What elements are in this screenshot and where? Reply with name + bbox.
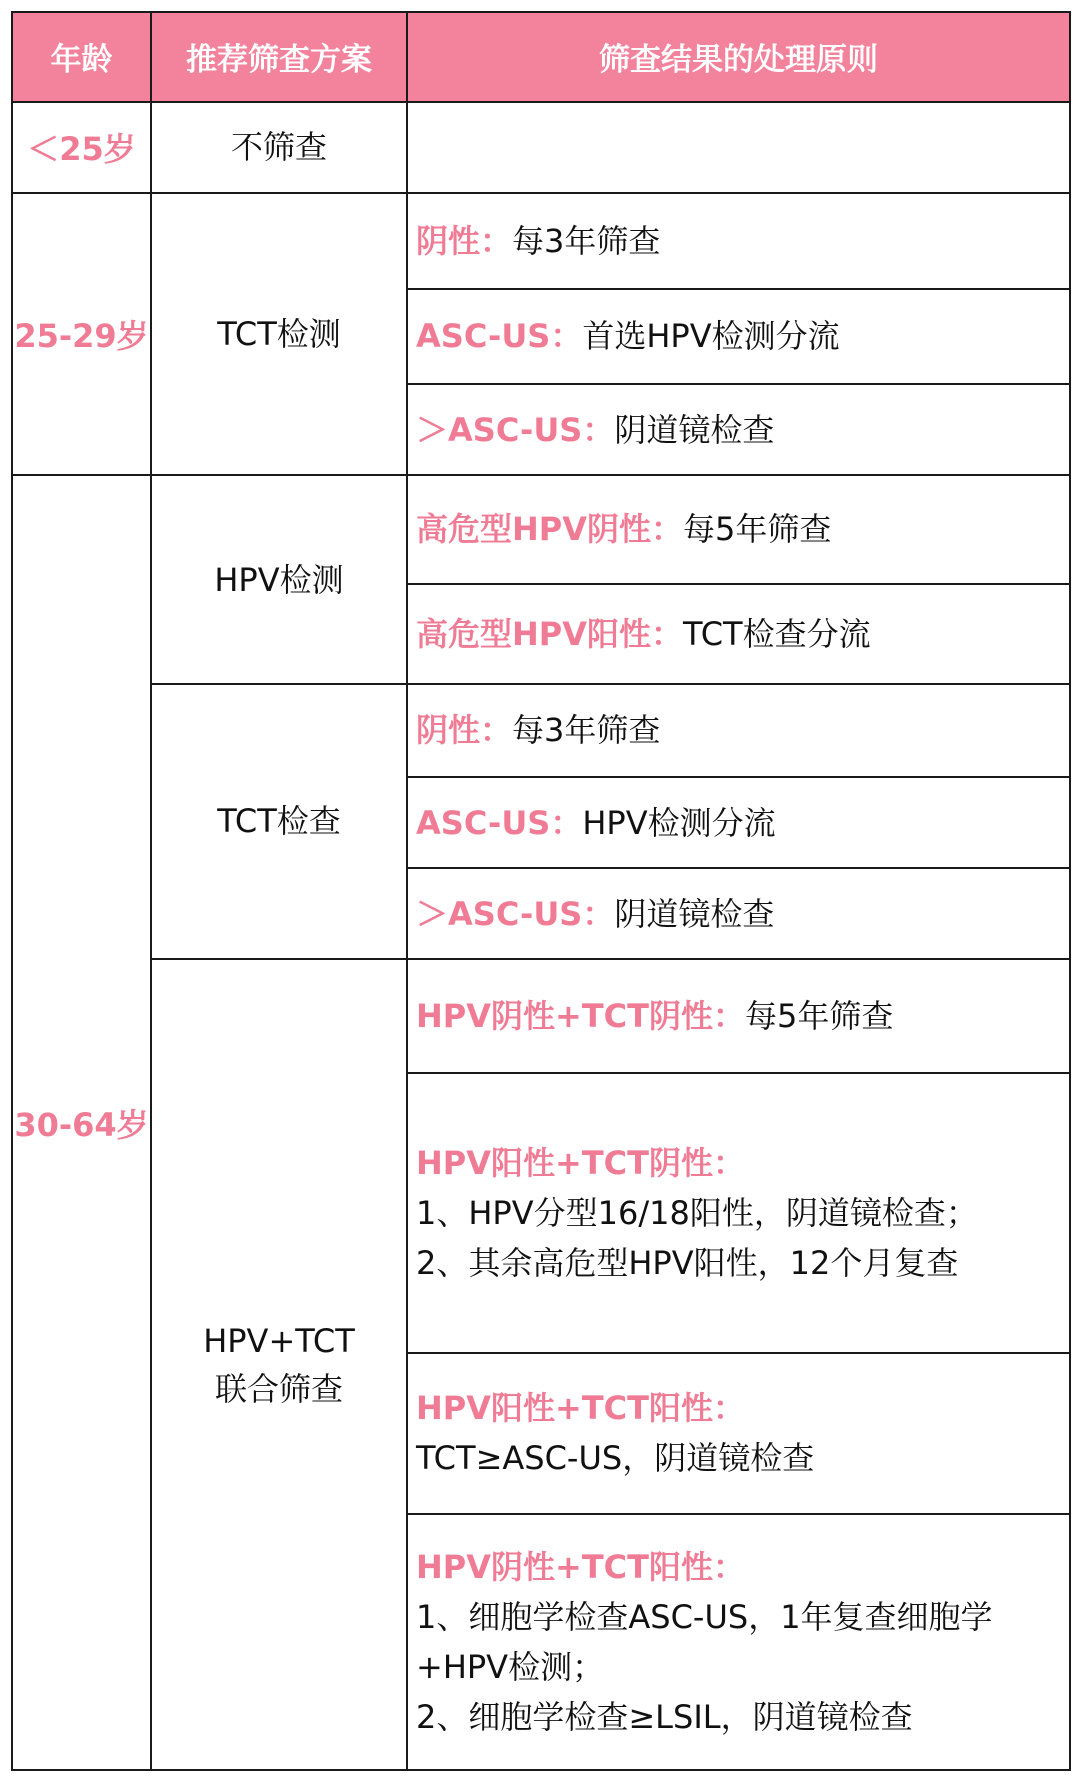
table-row [12, 475, 1070, 583]
result-label: HPV阳性+TCT阴性： [416, 1144, 745, 1183]
age-cell: 25-29岁 [12, 193, 151, 475]
result-label: HPV阴性+TCT阳性： [416, 1547, 745, 1586]
plan-cell: HPV检测 [151, 475, 407, 683]
plan-line: 联合筛查 [214, 1369, 343, 1408]
result-cell [407, 1353, 1070, 1514]
plan-cell: 不筛查 [151, 102, 407, 193]
result-text: 阴道镜检查 [614, 894, 775, 933]
result-line: 1、细胞学检查ASC-US，1年复查细胞学+HPV检测； [416, 1597, 993, 1686]
table-row [12, 102, 1070, 193]
result-line: 1、HPV分型16/18阳性，阴道镜检查； [416, 1194, 978, 1233]
result-cell-empty [407, 102, 1070, 193]
result-cell [407, 193, 1070, 289]
result-line: 2、其余高危型HPV阳性，12个月复查 [416, 1244, 959, 1283]
result-text: TCT检查分流 [683, 614, 871, 653]
result-label: ＞ASC-US： [416, 410, 615, 449]
result-cell [407, 384, 1070, 475]
result-label: 阴性： [416, 221, 513, 260]
table-row [12, 959, 1070, 1073]
result-text: 每3年筛查 [512, 711, 661, 750]
header-principle: 筛查结果的处理原则 [407, 12, 1070, 102]
screening-table [11, 11, 1071, 1771]
result-text: 每5年筛查 [744, 997, 894, 1036]
result-label: 高危型HPV阳性： [416, 614, 684, 653]
result-label: ASC-US： [416, 803, 583, 842]
result-label: ASC-US： [416, 317, 583, 356]
result-text: 每5年筛查 [683, 510, 832, 549]
result-cell [407, 959, 1070, 1073]
result-cell [407, 289, 1070, 385]
result-line: 2、细胞学检查≥LSIL，阴道镜检查 [416, 1697, 913, 1736]
result-label: HPV阳性+TCT阳性： [416, 1389, 745, 1428]
result-label: ＞ASC-US： [416, 894, 615, 933]
result-text: 阴道镜检查 [614, 410, 775, 449]
table-row [12, 684, 1070, 777]
result-label: HPV阴性+TCT阴性： [416, 997, 745, 1036]
result-cell [407, 684, 1070, 777]
result-text: 每3年筛查 [512, 221, 661, 260]
result-text: HPV检测分流 [582, 803, 776, 842]
result-cell [407, 1073, 1070, 1353]
plan-line: HPV+TCT [203, 1321, 355, 1360]
result-line: TCT≥ASC-US，阴道镜检查 [416, 1439, 815, 1478]
result-cell [407, 584, 1070, 684]
age-cell: 30-64岁 [12, 475, 151, 1770]
plan-cell: TCT检测 [151, 193, 407, 475]
result-cell [407, 475, 1070, 583]
plan-cell [151, 959, 407, 1770]
table-row [12, 193, 1070, 289]
result-cell [407, 868, 1070, 959]
age-cell: ＜25岁 [12, 102, 151, 193]
result-label: 高危型HPV阴性： [416, 510, 684, 549]
plan-cell: TCT检查 [151, 684, 407, 960]
header-plan: 推荐筛查方案 [151, 12, 407, 102]
header-age: 年龄 [12, 12, 151, 102]
result-label: 阴性： [416, 711, 513, 750]
result-text: 首选HPV检测分流 [582, 317, 840, 356]
header-row [12, 12, 1070, 102]
result-cell [407, 777, 1070, 868]
result-cell [407, 1514, 1070, 1770]
